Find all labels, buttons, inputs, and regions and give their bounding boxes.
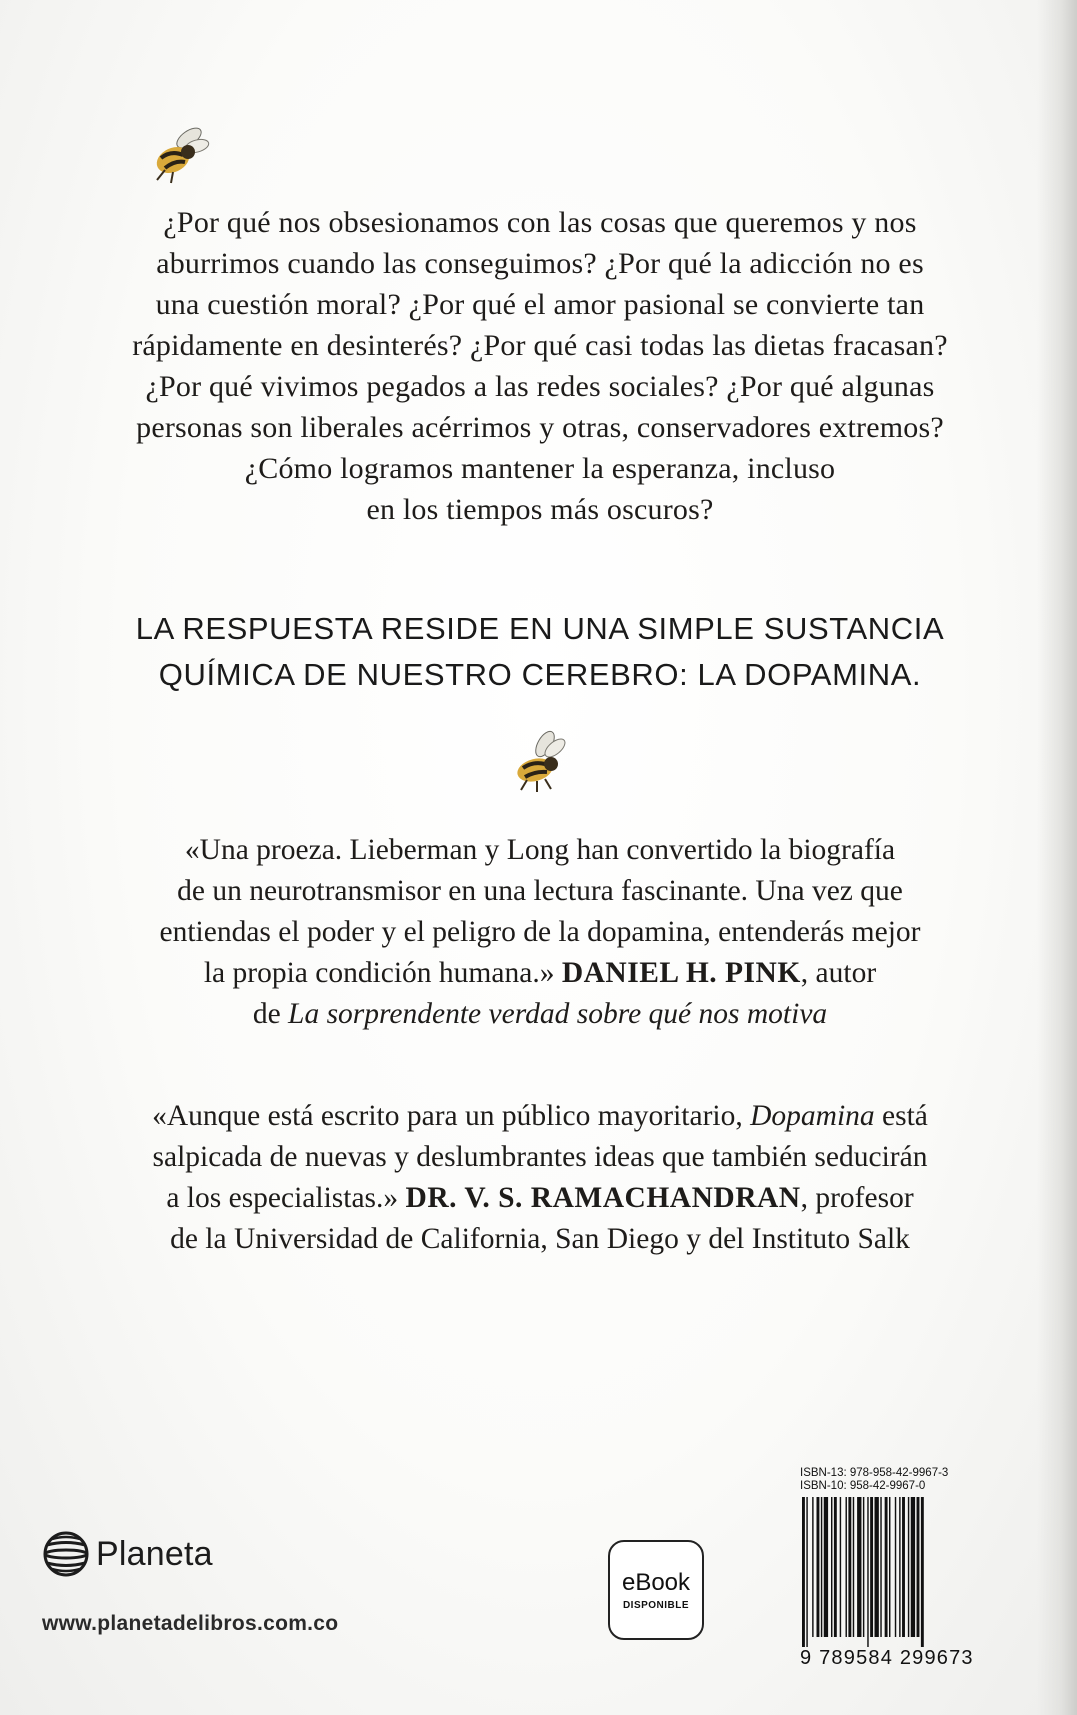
question-line: ¿Por qué vivimos pegados a las redes sociales? ¿Por qué algunas [145,370,935,403]
quote-text: la propia condición humana.» [203,957,555,989]
quote-text: «Aunque está escrito para un público mayoritario, [152,1100,751,1132]
barcode-bar [857,1497,861,1637]
barcode-bar [911,1497,915,1637]
question-line: aburrimos cuando las conseguimos? ¿Por qué la adicción no es [156,247,924,280]
barcode-bar [831,1497,832,1637]
barcode-bar [806,1497,807,1647]
barcode-bar [895,1497,896,1637]
quote-text: a los especialistas.» [166,1182,399,1214]
barcode-bar [875,1497,879,1637]
book-title: La sorprendente verdad sobre qué nos motiva [288,998,828,1030]
barcode-bar [863,1497,864,1637]
quote-author-role: , profesor [800,1182,914,1214]
question-line: en los tiempos más oscuros? [366,493,714,526]
quote-line [50,1096,1030,1137]
barcode-bar [917,1497,920,1637]
publisher-website: www.planetadelibros.com.co [42,1612,339,1635]
barcode-bar [880,1497,881,1637]
quote-author: DANIEL H. PINK [561,957,801,989]
barcode-bar [902,1497,905,1637]
intro-questions [60,202,1020,530]
barcode-bar [821,1497,822,1637]
barcode-bar [817,1497,820,1637]
quote-line: entiendas el poder y el peligro de la dopamina, entenderás mejor [159,916,921,948]
barcode-bar [802,1497,805,1647]
barcode-bar [834,1497,837,1637]
question-line: ¿Por qué nos obsesionamos con las cosas que queremos y nos [163,206,917,239]
question-line: rápidamente en desinterés? ¿Por qué casi todas las dietas fracasan? [132,329,948,362]
barcode-bar [812,1497,813,1637]
barcode-bar [824,1497,828,1637]
barcode-bar [908,1497,909,1637]
book-title: Dopamina [750,1100,875,1132]
isbn-13: ISBN-13: 978-958-42-9967-3 [800,1467,949,1479]
quote-line [50,953,1030,994]
barcode-bar [921,1497,924,1647]
quote-line: de un neurotransmisor en una lectura fascinante. Una vez que [177,875,903,907]
quote-text: de [252,998,289,1030]
review-quote-pink [50,830,1030,1035]
review-quote-ramachandran [50,1096,1030,1260]
quote-line: salpicada de nuevas y deslumbrantes ideas que también seducirán [152,1141,928,1173]
planeta-logo [42,1530,213,1578]
bee-icon [505,728,575,798]
quote-line: de la Universidad de California, San Diego y del Instituto Salk [170,1223,910,1255]
question-line: una cuestión moral? ¿Por qué el amor pasional se convierte tan [155,288,925,321]
answer-line: LA RESPUESTA RESIDE EN UNA SIMPLE SUSTANCIA [135,611,945,646]
question-line: personas son liberales acérrimos y otras, conservadores extremos? [136,411,944,444]
barcode-group-2: 299673 [899,1647,974,1669]
quote-author: DR. V. S. RAMACHANDRAN [405,1182,801,1214]
barcode-bar [846,1497,847,1637]
question-line: ¿Cómo logramos mantener la esperanza, incluso [244,452,836,485]
barcode [800,1497,980,1647]
quote-author-role: , autor [800,957,877,989]
barcode-group-1: 789584 [819,1647,894,1669]
barcode-bar [848,1497,851,1637]
isbn-10: ISBN-10: 958-42-9967-0 [800,1480,926,1492]
barcode-bar [885,1497,888,1637]
barcode-lead-digit: 9 [800,1647,813,1669]
publisher-name: Planeta [96,1534,213,1573]
ebook-badge [608,1540,704,1640]
globe-icon [42,1530,90,1578]
barcode-bar [853,1497,854,1637]
isbn-block [800,1467,1000,1670]
barcode-bar [867,1497,868,1647]
barcode-bar [889,1497,890,1637]
quote-line [50,994,1030,1035]
ebook-label: eBook [621,1568,691,1596]
barcode-bar [870,1497,873,1637]
bee-icon [145,120,215,190]
publisher-logo [42,1530,213,1578]
ebook-sublabel: DISPONIBLE [622,1599,690,1611]
quote-text: está [874,1100,928,1132]
quote-line [50,1178,1030,1219]
barcode-bar [899,1497,900,1637]
answer-line: QUÍMICA DE NUESTRO CEREBRO: LA DOPAMINA. [158,657,922,692]
barcode-digits [800,1647,1000,1670]
plastic-wrap-edge [1037,0,1077,1715]
quote-line: «Una proeza. Lieberman y Long han convertido la biografía [184,834,896,866]
barcode-bar [840,1497,841,1637]
answer-heading [40,606,1040,698]
